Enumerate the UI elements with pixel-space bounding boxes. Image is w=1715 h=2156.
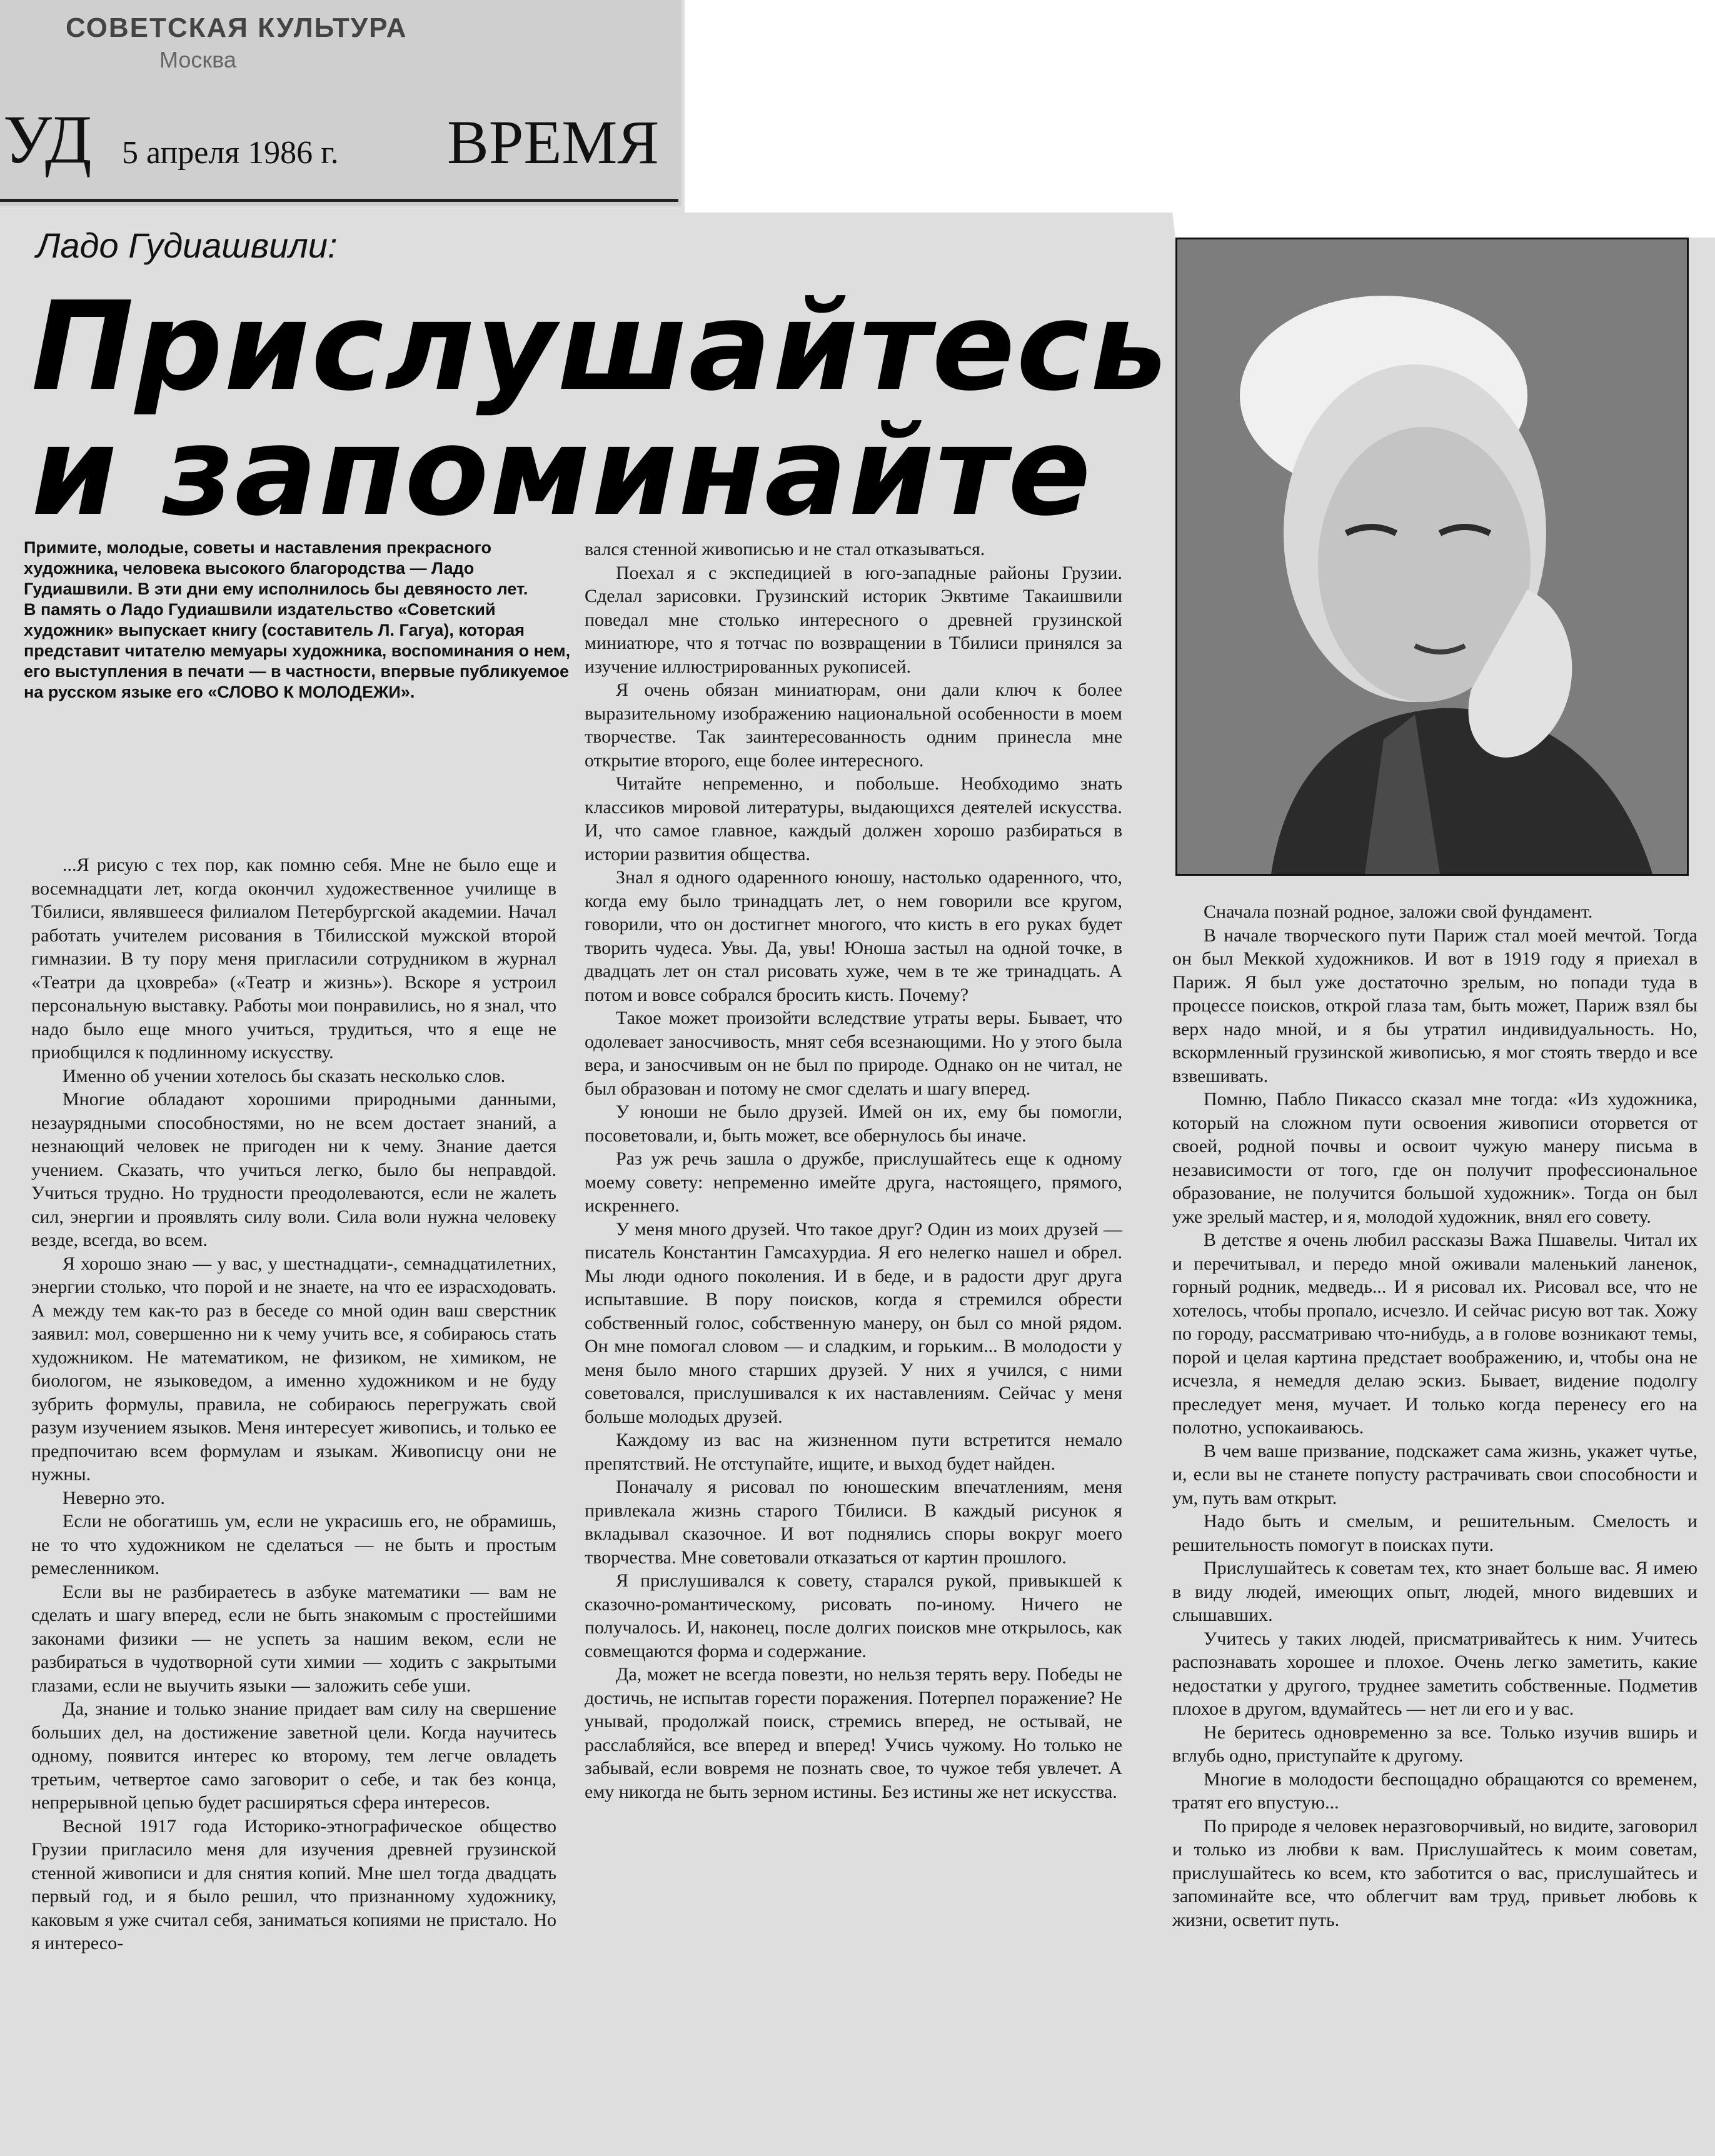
paragraph: Надо быть и смелым, и решительным. Смелость и решительность помогут в поисках пути. xyxy=(1172,1511,1697,1555)
portrait-photo xyxy=(1175,238,1689,876)
lead-paragraph: Примите, молодые, советы и наставления прекрасного художника, человека высокого благородства — Ладо Гудиашвили. В эти дни ему исполнилось бы девяносто лет. xyxy=(24,538,528,598)
newspaper-masthead xyxy=(0,0,681,206)
paragraph: Многие обладают хорошими природными данными, незаурядными способностями, но не всем достает знаний, а незнающий человек не пригоден ни к чему. Знание дается учением. Сказать, что учиться легко, было бы неправдой. Учиться трудно. Но трудности преодолеваются, если не жалеть сил, энергии и проявлять силу воли. Сила воли нужна человеку везде, всегда, во всем. xyxy=(31,1089,556,1250)
paragraph: В начале творческого пути Париж стал моей мечтой. Тогда он был Меккой художников. И вот в 1919 году я приехал в Париж. Я был уже достаточно зрелым, но попади туда в процессе поисков, открой глаза там, быть может, Париж взял бы верх надо мной, и я бы утратил индивидуальность. Но, вскормленный грузинской живописью, я мог стоять твердо и все взвешивать. xyxy=(1172,925,1697,1086)
paragraph: Прислушайтесь к советам тех, кто знает больше вас. Я имею в виду людей, имеющих опыт, людей, много видевших и слышавших. xyxy=(1172,1558,1697,1625)
paragraph: Раз уж речь зашла о дружбе, прислушайтесь еще к одному моему совету: непременно имейте друга, настоящего, прямого, искреннего. xyxy=(585,1148,1122,1216)
lead-paragraph: В память о Ладо Гудиашвили издательство «Советский художник» выпускает книгу (составитель Л. Гагуа), которая представит читателю мемуары художника, воспоминания о нем, его выступления в печати — в частности, впервые публикуемое на русском языке его «СЛОВО К МОЛОДЕЖИ». xyxy=(24,600,571,701)
paragraph: ...Я рисую с тех пор, как помню себя. Мне не было еще и восемнадцати лет, когда окончил художественное училище в Тбилиси, являвшееся филиалом Петербургской академии. Начал работать учителем рисования в Тбилисской мужской второй гимназии. В ту пору меня пригласили сотрудником в журнал «Театри да цховреба» («Театр и жизнь»). Вскоре я устроил персональную выставку. Работы мои понравились, но я знал, что надо было еще много учиться, трудиться, что я еще не приобщился к подлинному искусству. xyxy=(31,855,556,1063)
paragraph: Я очень обязан миниатюрам, они дали ключ к более выразительному изображению национальной особенности в моем творчестве. Так заинтересованность одним принесла мне открытие второго, еще более интересного. xyxy=(585,679,1122,771)
article-column-1 xyxy=(31,853,556,1955)
paragraph: У меня много друзей. Что такое друг? Один из моих друзей — писатель Константин Гамсахурдиа. Я его нелегко нашел и обрел. Мы люди одного поколения. И в беде, и в радости друг друга испытавшие. В пору поисков, когда я стремился обрести собственный голос, собственную манеру, он был со мной рядом. Он мне помогал словом — и сладким, и горьким... В молодости у меня было много старших друзей. У них я учился, с ними советовался, прислушивался к их наставлениям. Сейчас у меня больше молодых друзей. xyxy=(585,1218,1122,1427)
paragraph: Сначала познай родное, заложи свой фундамент. xyxy=(1204,901,1593,922)
portrait-illustration xyxy=(1177,239,1687,874)
paragraph: В детстве я очень любил рассказы Важа Пшавелы. Читал их и перечитывал, и передо мной оживали маленький ланенок, горный родник, медведь... И я рисовал их. Рисовал все, что не хотелось, чтобы пропало, исчезло. И сейчас рисую вот так. Хожу по городу, рассматриваю что-нибудь, а в голове возникают темы, порой и целая картина предстает воображению, и, чтобы она не исчезла, я немедля делаю эскиз. Бывает, видение подолгу преследует меня, мучает. И только когда перенесу его на полотно, успокаиваюсь. xyxy=(1172,1230,1697,1438)
paragraph: Читайте непременно, и побольше. Необходимо знать классиков мировой литературы, выдающихся деятелей искусства. И, что самое главное, каждый должен хорошо разбираться в истории развития общества. xyxy=(585,773,1122,865)
paragraph: Такое может произойти вследствие утраты веры. Бывает, что одолевает заносчивость, мнят себя всезнающими. Но у этого была вера, и заносчивым он не был по природе. Однако он не читал, не был образован и потому не смог сделать и шагу вперед. xyxy=(585,1008,1122,1099)
article-headline xyxy=(31,276,1169,543)
paragraph: вался стенной живописью и не стал отказываться. xyxy=(585,539,985,559)
newspaper-city: Москва xyxy=(159,47,236,73)
paragraph: Если не обогатишь ум, если не украсишь его, не обрамишь, не то что художником не сделаться — не быть и простым ремесленником. xyxy=(31,1511,556,1578)
paragraph: Каждому из вас на жизненном пути встретится немало препятствий. Не отступайте, ищите, и выход будет найден. xyxy=(585,1430,1122,1474)
paragraph: Я хорошо знаю — у вас, у шестнадцати-, семнадцатилетних, энергии столько, что порой и не знаете, на что ее израсходовать. А между тем как-то раз в беседе со мной один ваш сверстник заявил: мол, совершенно ни к чему учить все, я собираюсь стать художником. Не математиком, не физиком, не химиком, не биологом, не языковедом, а именно художником и не буду зубрить формулы, правила, не собираюсь перегружать свой разум изучением языков. Меня интересует живопись, и только ее предпочитаю всем формулам и языкам. Живописцу они не нужны. xyxy=(31,1253,556,1485)
author-line: Ладо Гудиашвили: xyxy=(36,226,338,265)
article-column-3 xyxy=(1172,900,1697,1932)
paragraph: Знал я одного одаренного юношу, настолько одаренного, что, когда ему было тринадцать лет, о нем говорили все кругом, говорили, что он достигнет многого, что кисть в его руках будет творить чудеса. Увы. Да, увы! Юноша застыл на одной точке, в двадцать лет он стал рисовать хуже, чем в те же тринадцать. А потом и вовсе собрался бросить кисть. Почему? xyxy=(585,867,1122,1005)
paragraph: По природе я человек неразговорчивый, но видите, заговорил и только из любви к вам. Прислушайтесь к моим советам, прислушайтесь ко всем, кто заботится о вас, прислушайтесь и запоминайте все, что облегчит вам труд, привьет любовь к жизни, осветит путь. xyxy=(1172,1815,1697,1930)
paragraph: Неверно это. xyxy=(63,1487,165,1508)
header-fragment-left: УД xyxy=(3,101,92,178)
paragraph: Если вы не разбираетесь в азбуке математики — вам не сделать и шагу вперед, если не быть знакомым с простейшими законами физики — не успеть за нашим веком, если не разбираться в чудотворной сути химии — ходить с закрытыми глазами, если не выучить языки — заложить себе уши. xyxy=(31,1581,556,1696)
article-column-2 xyxy=(585,538,1122,1803)
paragraph: Не беритесь одновременно за все. Только изучив вширь и вглубь одно, приступайте к другому. xyxy=(1172,1722,1697,1766)
issue-date: 5 апреля 1986 г. xyxy=(122,135,339,171)
paragraph: Да, знание и только знание придает вам силу на свершение больших дел, на достижение заветной цели. Когда научитесь одному, появится интерес ко второму, тем легче овладеть третьим, четвертое само заговорит о себе, и так без конца, непрерывной цепью будет расширяться сфера интересов. xyxy=(31,1698,556,1813)
paragraph: Именно об учении хотелось бы сказать несколько слов. xyxy=(63,1065,506,1086)
header-rule xyxy=(0,199,678,202)
paragraph: Я прислушивался к совету, старался рукой, привыкшей к сказочно-романтическому, рисовать по-иному. Ничего не получалось. И, наконец, после долгих поисков мне открылось, как совмещаются форма и содержание. xyxy=(585,1570,1122,1662)
headline-line-1: Прислушайтесь xyxy=(31,276,1169,418)
paragraph: Поехал я с экспедицией в юго-западные районы Грузии. Сделал зарисовки. Грузинский историк Эквтиме Такаишвили поведал мне столько интересного о древней грузинской миниатюре, что я тотчас по возвращении в Тбилиси принялся за изучение иллюстрированных рукописей. xyxy=(585,562,1122,677)
paragraph: Да, может не всегда повезти, но нельзя терять веру. Победы не достичь, не испытав горести поражения. Потерпел поражение? Не унывай, продолжай поиск, стремись вперед, не остывай, не расслабляйся, все вперед и вперед! Учись чужому. Но только не забывай, если вовремя не познать свое, то чужое тебя увлечет. А ему никогда не быть зерном истины. Без истины же нет искусства. xyxy=(585,1664,1122,1802)
paragraph: Учитесь у таких людей, присматривайтесь к ним. Учитесь распознавать хорошее и плохое. Очень легко заметить, какие недостатки у другого, труднее заметить собственные. Подметив плохое в другом, вдумайтесь — нет ли его и у вас. xyxy=(1172,1628,1697,1719)
paragraph: В чем ваше призвание, подскажет сама жизнь, укажет чутье, и, если вы не станете попусту растрачивать свои способности и ум, путь вам открыт. xyxy=(1172,1440,1697,1508)
article-lead xyxy=(24,538,574,703)
headline-line-2: и запоминайте xyxy=(31,401,1092,543)
paragraph: Помню, Пабло Пикассо сказал мне тогда: «Из художника, который на сложном пути освоения живописи оторвется от своей, родной почвы и освоит чужую манеру письма в независимости от того, где он получит профессиональное образование, не получится большой художник». Тогда он был уже зрелый мастер, и я, молодой художник, внял его совету. xyxy=(1172,1089,1697,1227)
paragraph: Поначалу я рисовал по юношеским впечатлениям, меня привлекала жизнь старого Тбилиси. В каждый рисунок я вкладывал сказочное. И вот поднялись споры вокруг моего творчества. Мне советовали отказаться от картин прошлого. xyxy=(585,1477,1122,1568)
newspaper-name: СОВЕТСКАЯ КУЛЬТУРА xyxy=(66,13,408,43)
paragraph: Многие в молодости беспощадно обращаются со временем, тратят его впустую... xyxy=(1172,1768,1697,1813)
paragraph: Весной 1917 года Историко-этнографическое общество Грузии пригласило меня для изучения древней грузинской стенной живописи и для снятия копий. Мне шел тогда двадцать первый год, и я было решил, что признанному художнику, каковым я уже считал себя, заниматься копиями не пристало. Но я интересо- xyxy=(31,1815,556,1953)
paragraph: У юноши не было друзей. Имей он их, ему бы помогли, посоветовали, и, быть может, все обернулось бы иначе. xyxy=(585,1101,1122,1146)
header-fragment-right: ВРЕМЯ xyxy=(447,108,660,177)
